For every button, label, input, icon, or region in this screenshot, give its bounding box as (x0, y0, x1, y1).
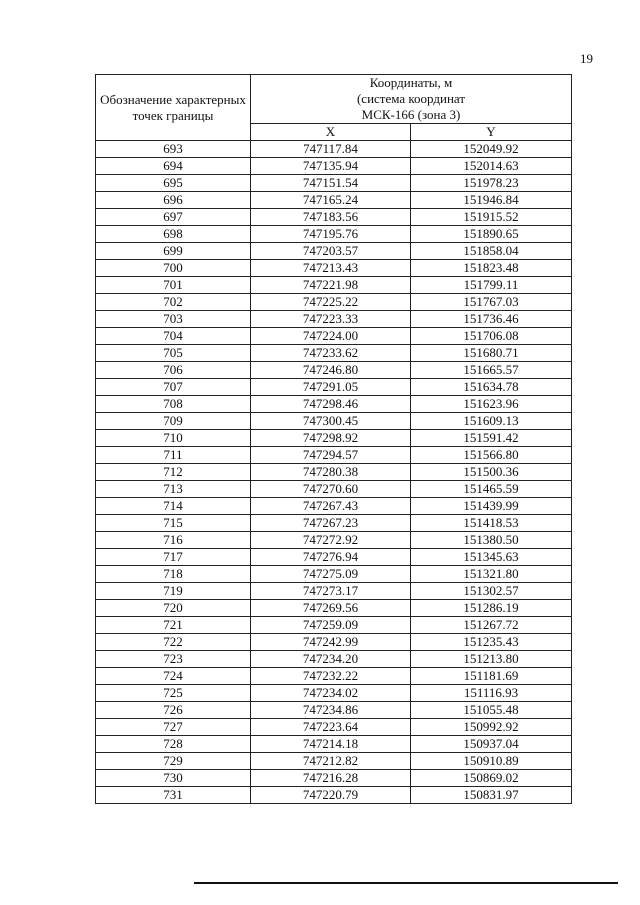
y-cell: 151591.42 (411, 430, 572, 447)
x-cell: 747267.23 (251, 515, 411, 532)
table-header (96, 75, 572, 141)
y-cell: 151055.48 (411, 702, 572, 719)
x-cell: 747267.43 (251, 498, 411, 515)
x-cell: 747165.24 (251, 192, 411, 209)
table-row (96, 770, 572, 787)
y-cell: 151665.57 (411, 362, 572, 379)
table-row (96, 549, 572, 566)
table-row (96, 158, 572, 175)
table-row (96, 294, 572, 311)
y-cell: 151858.04 (411, 243, 572, 260)
point-cell: 709 (96, 413, 251, 430)
footer-rule (194, 882, 618, 884)
x-cell: 747213.43 (251, 260, 411, 277)
point-cell: 730 (96, 770, 251, 787)
point-cell: 713 (96, 481, 251, 498)
coordinates-header (251, 75, 572, 124)
y-cell: 151345.63 (411, 549, 572, 566)
x-cell: 747214.18 (251, 736, 411, 753)
x-cell: 747216.28 (251, 770, 411, 787)
x-cell: 747275.09 (251, 566, 411, 583)
table-row (96, 413, 572, 430)
point-cell: 700 (96, 260, 251, 277)
table-row (96, 175, 572, 192)
y-cell: 151823.48 (411, 260, 572, 277)
table-row (96, 362, 572, 379)
table-row (96, 260, 572, 277)
table-row (96, 634, 572, 651)
y-cell: 151302.57 (411, 583, 572, 600)
point-cell: 696 (96, 192, 251, 209)
y-cell: 151267.72 (411, 617, 572, 634)
point-designation-header: Обозначение характерных точек границы (96, 75, 251, 141)
x-cell: 747212.82 (251, 753, 411, 770)
y-cell: 150937.04 (411, 736, 572, 753)
coordinates-header-line3: МСК-166 (зона 3) (361, 107, 461, 122)
point-cell: 699 (96, 243, 251, 260)
y-cell: 151609.13 (411, 413, 572, 430)
y-cell: 150992.92 (411, 719, 572, 736)
x-cell: 747298.92 (251, 430, 411, 447)
y-cell: 151890.65 (411, 226, 572, 243)
x-cell: 747232.22 (251, 668, 411, 685)
point-cell: 718 (96, 566, 251, 583)
table-row (96, 515, 572, 532)
table-row (96, 600, 572, 617)
table-row (96, 379, 572, 396)
x-cell: 747298.46 (251, 396, 411, 413)
x-cell: 747234.20 (251, 651, 411, 668)
table-row (96, 430, 572, 447)
point-cell: 704 (96, 328, 251, 345)
point-cell: 697 (96, 209, 251, 226)
table-row (96, 651, 572, 668)
x-cell: 747273.17 (251, 583, 411, 600)
point-cell: 723 (96, 651, 251, 668)
table-row (96, 447, 572, 464)
y-column-header: Y (411, 124, 572, 141)
y-cell: 151465.59 (411, 481, 572, 498)
y-cell: 151235.43 (411, 634, 572, 651)
point-cell: 729 (96, 753, 251, 770)
table-row (96, 243, 572, 260)
point-cell: 698 (96, 226, 251, 243)
y-cell: 150910.89 (411, 753, 572, 770)
table-body (96, 141, 572, 804)
point-cell: 728 (96, 736, 251, 753)
x-cell: 747242.99 (251, 634, 411, 651)
table-row (96, 481, 572, 498)
y-cell: 151706.08 (411, 328, 572, 345)
point-cell: 703 (96, 311, 251, 328)
table-row (96, 328, 572, 345)
point-cell: 726 (96, 702, 251, 719)
x-cell: 747300.45 (251, 413, 411, 430)
x-cell: 747203.57 (251, 243, 411, 260)
coordinates-header-line1: Координаты, м (369, 75, 453, 90)
point-cell: 705 (96, 345, 251, 362)
table-row (96, 464, 572, 481)
coordinates-table (95, 74, 572, 804)
point-cell: 721 (96, 617, 251, 634)
y-cell: 151767.03 (411, 294, 572, 311)
x-cell: 747223.33 (251, 311, 411, 328)
point-cell: 725 (96, 685, 251, 702)
x-cell: 747225.22 (251, 294, 411, 311)
y-cell: 151439.99 (411, 498, 572, 515)
point-cell: 731 (96, 787, 251, 804)
y-cell: 151181.69 (411, 668, 572, 685)
table-row (96, 532, 572, 549)
point-cell: 701 (96, 277, 251, 294)
table-row (96, 617, 572, 634)
y-cell: 151915.52 (411, 209, 572, 226)
table-row (96, 685, 572, 702)
table-row (96, 277, 572, 294)
y-cell: 151418.53 (411, 515, 572, 532)
y-cell: 151213.80 (411, 651, 572, 668)
table-row (96, 583, 572, 600)
point-cell: 706 (96, 362, 251, 379)
x-cell: 747233.62 (251, 345, 411, 362)
table-row (96, 192, 572, 209)
y-cell: 151736.46 (411, 311, 572, 328)
table-row (96, 736, 572, 753)
y-cell: 152014.63 (411, 158, 572, 175)
y-cell: 150869.02 (411, 770, 572, 787)
x-cell: 747183.56 (251, 209, 411, 226)
point-cell: 724 (96, 668, 251, 685)
y-cell: 151946.84 (411, 192, 572, 209)
point-cell: 710 (96, 430, 251, 447)
x-cell: 747234.86 (251, 702, 411, 719)
table-row (96, 719, 572, 736)
table-row (96, 311, 572, 328)
y-cell: 151380.50 (411, 532, 572, 549)
table-row (96, 226, 572, 243)
x-cell: 747294.57 (251, 447, 411, 464)
table-row (96, 702, 572, 719)
point-cell: 720 (96, 600, 251, 617)
x-cell: 747272.92 (251, 532, 411, 549)
point-cell: 727 (96, 719, 251, 736)
table-row (96, 141, 572, 158)
y-cell: 151566.80 (411, 447, 572, 464)
point-cell: 694 (96, 158, 251, 175)
x-cell: 747220.79 (251, 787, 411, 804)
point-cell: 711 (96, 447, 251, 464)
point-cell: 712 (96, 464, 251, 481)
table-row (96, 209, 572, 226)
table-row (96, 566, 572, 583)
y-cell: 151978.23 (411, 175, 572, 192)
x-cell: 747221.98 (251, 277, 411, 294)
point-cell: 716 (96, 532, 251, 549)
point-cell: 719 (96, 583, 251, 600)
x-cell: 747151.54 (251, 175, 411, 192)
x-cell: 747135.94 (251, 158, 411, 175)
x-cell: 747195.76 (251, 226, 411, 243)
point-cell: 715 (96, 515, 251, 532)
table-row (96, 396, 572, 413)
table-row (96, 498, 572, 515)
y-cell: 152049.92 (411, 141, 572, 158)
table-row (96, 668, 572, 685)
x-cell: 747117.84 (251, 141, 411, 158)
y-cell: 150831.97 (411, 787, 572, 804)
point-cell: 717 (96, 549, 251, 566)
y-cell: 151286.19 (411, 600, 572, 617)
page-number: 19 (580, 51, 593, 66)
coordinates-header-line2: (система координат (356, 91, 466, 106)
x-cell: 747259.09 (251, 617, 411, 634)
x-cell: 747224.00 (251, 328, 411, 345)
x-cell: 747269.56 (251, 600, 411, 617)
table-row (96, 753, 572, 770)
x-cell: 747270.60 (251, 481, 411, 498)
y-cell: 151500.36 (411, 464, 572, 481)
point-cell: 714 (96, 498, 251, 515)
y-cell: 151321.80 (411, 566, 572, 583)
y-cell: 151634.78 (411, 379, 572, 396)
y-cell: 151799.11 (411, 277, 572, 294)
point-cell: 722 (96, 634, 251, 651)
point-cell: 693 (96, 141, 251, 158)
x-cell: 747246.80 (251, 362, 411, 379)
x-cell: 747280.38 (251, 464, 411, 481)
point-cell: 707 (96, 379, 251, 396)
point-cell: 695 (96, 175, 251, 192)
point-cell: 702 (96, 294, 251, 311)
table-row (96, 787, 572, 804)
y-cell: 151680.71 (411, 345, 572, 362)
table-row (96, 345, 572, 362)
x-cell: 747223.64 (251, 719, 411, 736)
x-cell: 747234.02 (251, 685, 411, 702)
x-cell: 747276.94 (251, 549, 411, 566)
y-cell: 151623.96 (411, 396, 572, 413)
x-column-header: X (251, 124, 411, 141)
y-cell: 151116.93 (411, 685, 572, 702)
point-cell: 708 (96, 396, 251, 413)
x-cell: 747291.05 (251, 379, 411, 396)
